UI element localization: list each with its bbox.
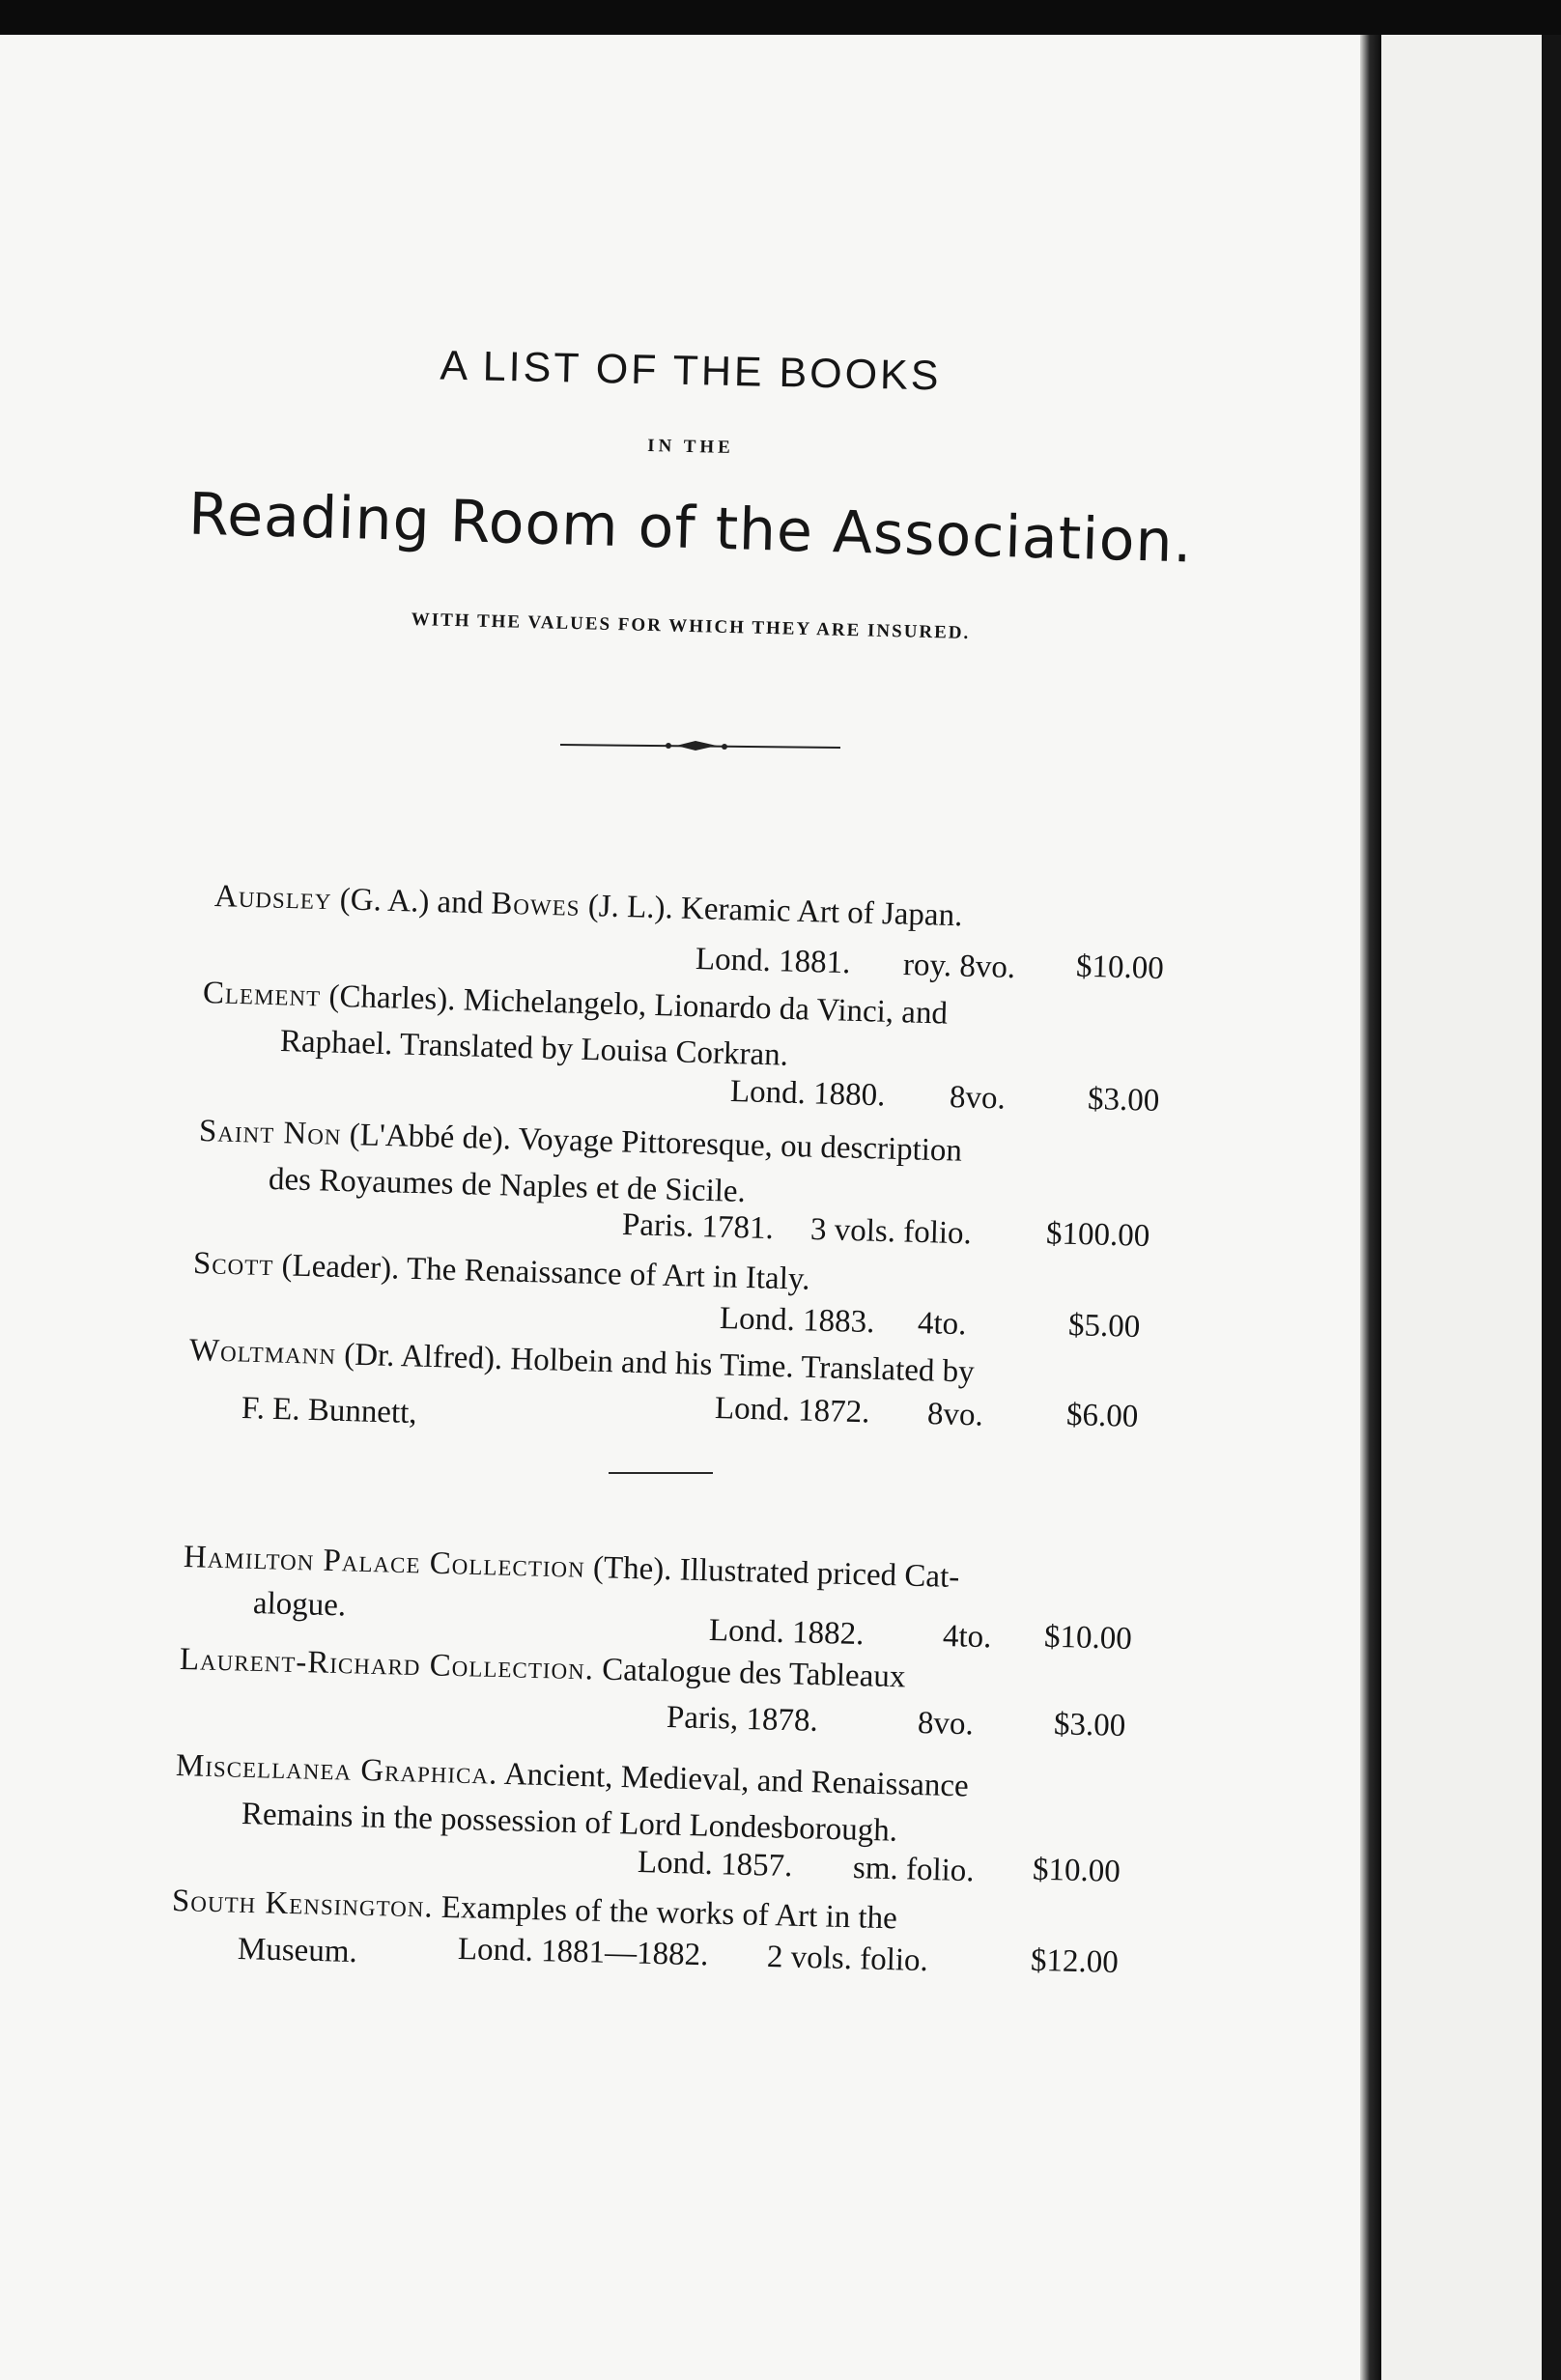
entry-continuation: des Royaumes de Naples et de Sicile. — [268, 1162, 747, 1209]
entry-continuation: Museum. — [237, 1932, 358, 1970]
entry-price: $3.00 — [1087, 1081, 1160, 1119]
entry-continuation: alogue. — [252, 1586, 347, 1624]
entry-price: $10.00 — [1032, 1853, 1121, 1890]
entry-price: $3.00 — [1053, 1707, 1126, 1744]
entry-title: (L'Abbé de). Voyage Pittoresque, ou description — [341, 1117, 963, 1169]
title-line-1: A LIST OF THE BOOKS — [440, 342, 942, 400]
entry-title-line — [176, 1748, 970, 1804]
entry-format: 4to. — [942, 1619, 992, 1656]
entry-format: 8vo. — [926, 1397, 984, 1433]
entry-title: (Leader). The Renaissance of Art in Italy. — [272, 1248, 810, 1297]
title-main: Reading Room of the Association. — [187, 480, 1194, 577]
entry-price: $6.00 — [1065, 1398, 1139, 1435]
entry-place-year: Lond. 1880. — [729, 1074, 886, 1114]
entry-author: Woltmann — [188, 1333, 337, 1373]
entry-place-year: Lond. 1881. — [695, 942, 851, 981]
entry-price: $5.00 — [1067, 1307, 1141, 1345]
entry-title-line — [202, 976, 948, 1033]
adjacent-page — [1381, 35, 1561, 2380]
entry-author: Laurent-Richard Collection. — [179, 1642, 595, 1687]
entry-format: sm. folio. — [852, 1850, 976, 1889]
entry-title: Ancient, Medieval, and Renaissance — [497, 1756, 970, 1804]
entry-place-year: Lond. 1881—1882. — [457, 1932, 709, 1973]
entry-continuation: Remains in the possession of Lord Londesborough. — [241, 1797, 898, 1849]
entry-place-year: Lond. 1857. — [637, 1845, 793, 1884]
entry-title-line — [188, 1333, 975, 1391]
entry-title: (Dr. Alfred). Holbein and his Time. Translated by — [335, 1337, 976, 1390]
entry-place-year: Lond. 1872. — [714, 1391, 870, 1431]
entry-title-line — [172, 1884, 898, 1937]
entry-place-year: Paris, 1878. — [666, 1700, 819, 1739]
entry-author: Hamilton Palace Collection — [183, 1540, 586, 1585]
entry-author-initials: (G. A.) and — [331, 882, 492, 921]
entry-author: Saint Non — [198, 1114, 343, 1152]
scan-edge — [1542, 35, 1561, 2380]
entry-format: roy. 8vo. — [902, 947, 1016, 985]
entry-author: Audsley — [213, 879, 333, 918]
entry-author: Clement — [202, 976, 322, 1014]
entry-format: 4to. — [917, 1306, 967, 1343]
entry-place-year: Paris. 1781. — [621, 1207, 775, 1247]
entry-price: $100.00 — [1045, 1215, 1150, 1254]
entry-price: $12.00 — [1030, 1943, 1120, 1981]
entry-title: (J. L.). Keramic Art of Japan. — [580, 888, 963, 934]
entry-place-year: Lond. 1882. — [708, 1613, 865, 1653]
entry-title: (Charles). Michelangelo, Lionardo da Vinci, and — [320, 978, 949, 1032]
entry-title: Examples of the works of Art in the — [433, 1889, 898, 1937]
entry-format: 8vo. — [917, 1706, 975, 1742]
entry-price: $10.00 — [1043, 1619, 1133, 1657]
entry-price: $10.00 — [1075, 949, 1165, 987]
entry-author: South Kensington. — [171, 1884, 435, 1925]
entry-author: Miscellanea Graphica. — [175, 1748, 498, 1792]
entry-title-line — [214, 879, 963, 934]
title-line-2: IN THE — [646, 436, 735, 458]
entry-format: 2 vols. folio. — [766, 1939, 929, 1978]
entry-place-year: Lond. 1883. — [719, 1301, 875, 1341]
entry-author: Scott — [192, 1246, 274, 1284]
entry-format: 8vo. — [949, 1080, 1007, 1117]
entry-title-line — [193, 1246, 810, 1298]
entry-title: (The). Illustrated priced Cat- — [584, 1549, 960, 1596]
entry-author-2: Bowes — [490, 886, 582, 923]
title-subtitle: WITH THE VALUES FOR WHICH THEY ARE INSURED. — [411, 609, 971, 644]
entry-format: 3 vols. folio. — [809, 1212, 973, 1252]
entry-title-line — [199, 1114, 963, 1170]
entry-title: Catalogue des Tableaux — [593, 1652, 906, 1695]
entry-continuation: F. E. Bunnett, — [241, 1391, 418, 1431]
entry-continuation: Raphael. Translated by Louisa Corkran. — [279, 1024, 789, 1073]
